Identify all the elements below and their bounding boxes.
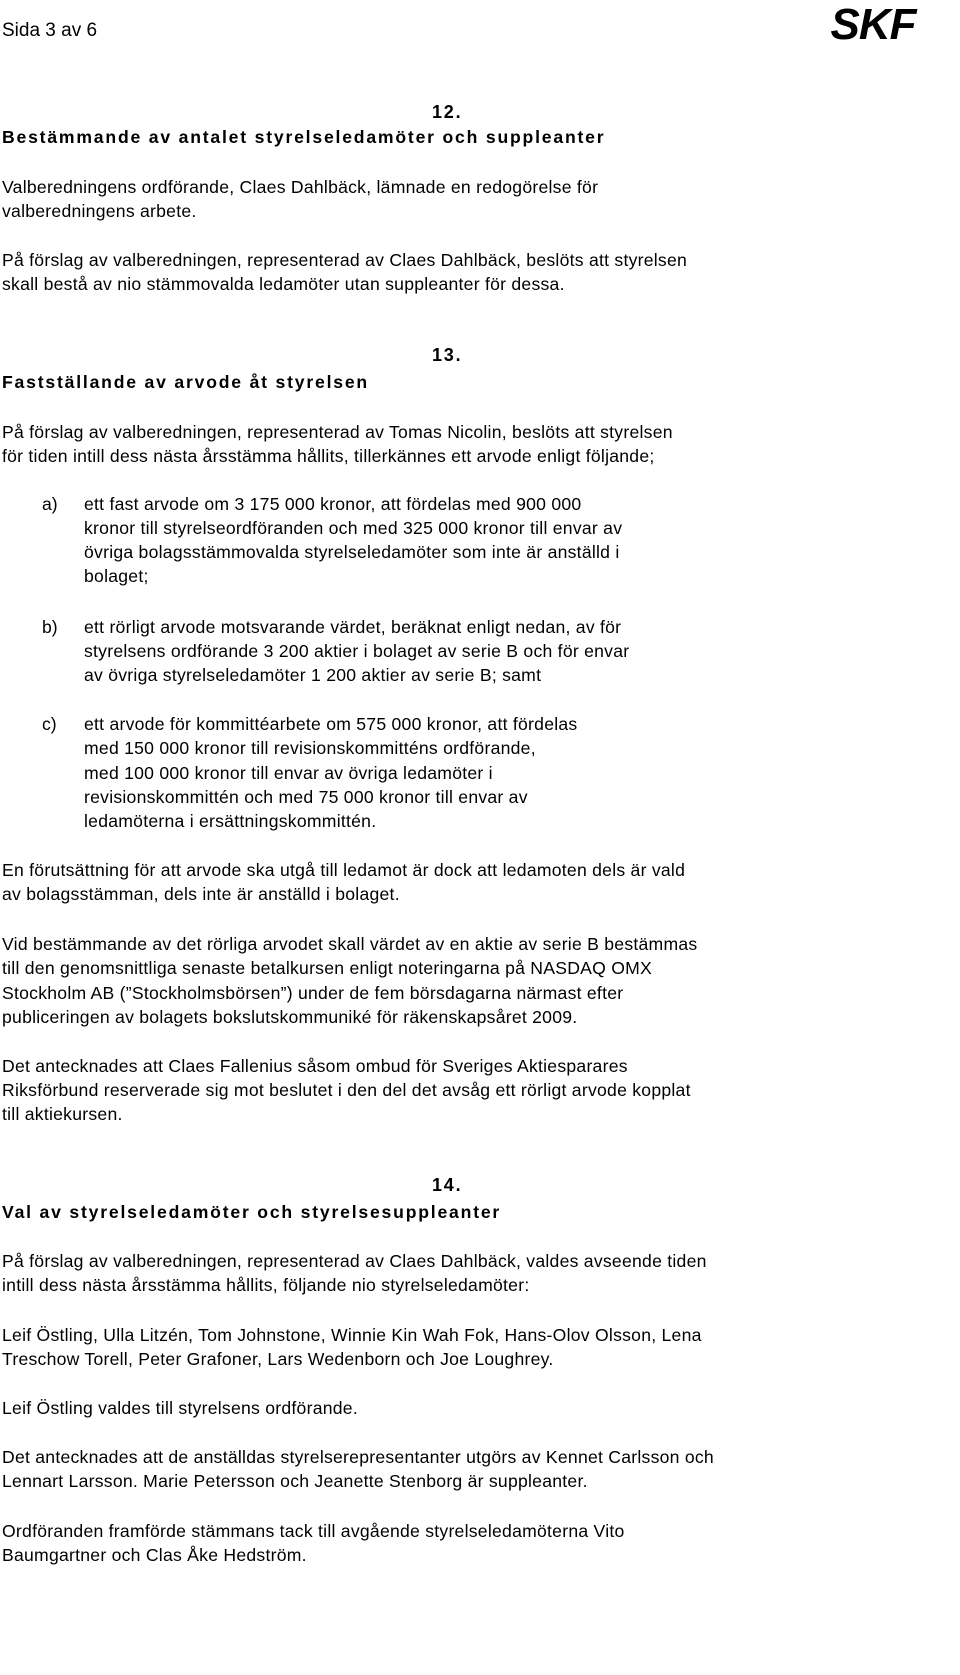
section-14-heading: Val av styrelseledamöter och styrelsesuppleanter: [2, 1202, 502, 1222]
list-item-a-marker: a): [42, 494, 58, 514]
list-item-c-marker: c): [42, 714, 57, 734]
list-item-c-line-5: ledamöterna i ersättningskommittén.: [84, 811, 377, 831]
list-item-a-line-4: bolaget;: [84, 566, 149, 586]
list-item-b-line-2: styrelsens ordförande 3 200 aktier i bolaget av serie B och för envar: [84, 641, 630, 661]
section-13-heading: Fastställande av arvode åt styrelsen: [2, 372, 369, 392]
list-item-a-line-1: ett fast arvode om 3 175 000 kronor, att fördelas med 900 000: [84, 494, 582, 514]
section-14-paragraph-4-line-1: Det antecknades att de anställdas styrelserepresentanter utgörs av Kennet Carlsson och: [2, 1447, 714, 1467]
section-14-paragraph-1-line-1: På förslag av valberedningen, representerad av Claes Dahlbäck, valdes avseende tiden: [2, 1251, 707, 1271]
section-14-paragraph-4-line-2: Lennart Larsson. Marie Petersson och Jeanette Stenborg är suppleanter.: [2, 1471, 588, 1491]
section-12-paragraph-1-line-1: Valberedningens ordförande, Claes Dahlbäck, lämnade en redogörelse för: [2, 177, 599, 197]
section-14-paragraph-1-line-2: intill dess nästa årsstämma hållits, följande nio styrelseledamöter:: [2, 1275, 530, 1295]
section-12-paragraph-2-line-1: På förslag av valberedningen, representerad av Claes Dahlbäck, beslöts att styrelsen: [2, 250, 688, 270]
section-13-paragraph-4-line-1: Det antecknades att Claes Fallenius såsom ombud för Sveriges Aktiesparares: [2, 1056, 628, 1076]
section-14-paragraph-5-line-2: Baumgartner och Clas Åke Hedström.: [2, 1545, 307, 1565]
list-item-a-line-2: kronor till styrelseordföranden och med 325 000 kronor till envar av: [84, 518, 623, 538]
section-13-paragraph-4-line-3: till aktiekursen.: [2, 1104, 123, 1124]
section-13-paragraph-2-line-1: En förutsättning för att arvode ska utgå till ledamot är dock att ledamoten dels är vald: [2, 860, 686, 880]
section-14-paragraph-2-line-1: Leif Östling, Ulla Litzén, Tom Johnstone, Winnie Kin Wah Fok, Hans-Olov Olsson, Lena: [2, 1325, 702, 1345]
section-13-paragraph-1-line-1: På förslag av valberedningen, representerad av Tomas Nicolin, beslöts att styrelsen: [2, 422, 673, 442]
section-12-paragraph-2-line-2: skall bestå av nio stämmovalda ledamöter utan suppleanter för dessa.: [2, 274, 565, 294]
list-item-b-marker: b): [42, 617, 58, 637]
section-14-number: 14.: [432, 1175, 463, 1195]
list-item-c-line-3: med 100 000 kronor till envar av övriga ledamöter i: [84, 763, 493, 783]
section-12-heading: Bestämmande av antalet styrelseledamöter och suppleanter: [2, 127, 606, 147]
section-13-paragraph-3-line-1: Vid bestämmande av det rörliga arvodet skall värdet av en aktie av serie B bestämmas: [2, 934, 698, 954]
section-14-paragraph-2-line-2: Treschow Torell, Peter Grafoner, Lars Wedenborn och Joe Loughrey.: [2, 1349, 554, 1369]
list-item-b-line-3: av övriga styrelseledamöter 1 200 aktier av serie B; samt: [84, 665, 542, 685]
section-13-number: 13.: [432, 345, 463, 365]
section-14-paragraph-5-line-1: Ordföranden framförde stämmans tack till avgående styrelseledamöterna Vito: [2, 1521, 625, 1541]
section-13-paragraph-3-line-3: Stockholm AB (”Stockholmsbörsen”) under de fem börsdagarna närmast efter: [2, 983, 624, 1003]
section-13-paragraph-2-line-2: av bolagsstämman, dels inte är anställd i bolaget.: [2, 884, 400, 904]
section-13-paragraph-3-line-2: till den genomsnittliga senaste betalkursen enligt noteringarna på NASDAQ OMX: [2, 958, 653, 978]
page-number-label: Sida 3 av 6: [2, 20, 98, 41]
section-14-paragraph-3-line-1: Leif Östling valdes till styrelsens ordförande.: [2, 1398, 358, 1418]
skf-logo-text: SKF: [830, 4, 916, 44]
list-item-c-line-1: ett arvode för kommittéarbete om 575 000 kronor, att fördelas: [84, 714, 578, 734]
list-item-b-line-1: ett rörligt arvode motsvarande värdet, beräknat enligt nedan, av för: [84, 617, 622, 637]
list-item-c-line-2: med 150 000 kronor till revisionskommitténs ordförande,: [84, 738, 536, 758]
section-13-paragraph-3-line-4: publiceringen av bolagets bokslutskommuniké för räkenskapsåret 2009.: [2, 1007, 578, 1027]
section-12-paragraph-1-line-2: valberedningens arbete.: [2, 201, 197, 221]
list-item-c-line-4: revisionskommittén och med 75 000 kronor till envar av: [84, 787, 528, 807]
section-13-paragraph-4-line-2: Riksförbund reserverade sig mot beslutet i den del det avsåg ett rörligt arvode kopplat: [2, 1080, 691, 1100]
section-13-paragraph-1-line-2: för tiden intill dess nästa årsstämma hållits, tillerkännes ett arvode enligt följande;: [2, 446, 655, 466]
section-12-number: 12.: [432, 102, 463, 122]
skf-logo: [790, 4, 956, 44]
list-item-a-line-3: övriga bolagsstämmovalda styrelseledamöter som inte är anställd i: [84, 542, 620, 562]
